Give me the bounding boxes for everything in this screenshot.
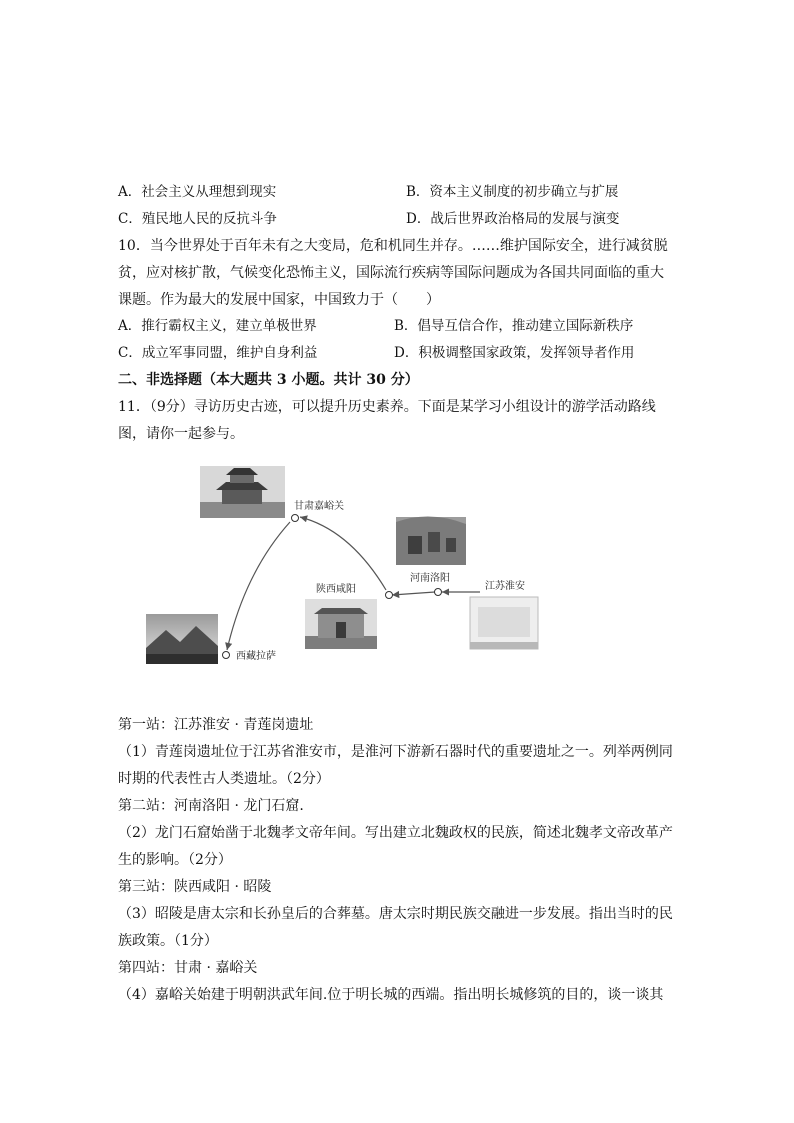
station4-question-line1: （4）嘉峪关始建于明朝洪武年间.位于明长城的西端。指出明长城修筑的目的，谈一谈其 bbox=[118, 987, 664, 1003]
lhasa-photo bbox=[146, 614, 218, 664]
shaanxi-label: 陕西咸阳 bbox=[316, 584, 356, 595]
section2-title: 二、非选择题（本大题共 3 小题。共计 30 分） bbox=[118, 372, 419, 388]
q9-option-d: D．战后世界政治格局的发展与演变 bbox=[406, 211, 620, 227]
q10-option-c: C．成立军事同盟，维护自身利益 bbox=[118, 345, 318, 361]
station4-title: 第四站：甘肃 · 嘉峪关 bbox=[118, 960, 258, 976]
q11-stem-line2: 图，请你一起参与。 bbox=[118, 426, 244, 442]
jiayuguan-photo bbox=[200, 466, 285, 518]
station1-title: 第一站：江苏淮安 · 青莲岗遗址 bbox=[118, 717, 314, 733]
longmen-photo bbox=[396, 516, 466, 565]
q10-option-a: A．推行霸权主义，建立单极世界 bbox=[118, 318, 317, 334]
shaanxi-marker bbox=[386, 592, 393, 599]
route-henan-to-shaanxi bbox=[392, 592, 435, 595]
station3-question-line1: （3）昭陵是唐太宗和长孙皇后的合葬墓。唐太宗时期民族交融进一步发展。指出当时的民 bbox=[118, 906, 673, 922]
q10-option-d: D．积极调整国家政策，发挥领导者作用 bbox=[394, 345, 635, 361]
q10-stem-line3: 课题。作为最大的发展中国家，中国致力于（ ） bbox=[118, 292, 440, 308]
q11-stem-line1: 11．（9分）寻访历史古迹，可以提升历史素养。下面是某学习小组设计的游学活动路线 bbox=[118, 399, 656, 415]
tibet-label: 西藏拉萨 bbox=[236, 651, 276, 662]
jiangsu-label: 江苏淮安 bbox=[485, 581, 525, 592]
henan-marker bbox=[435, 589, 442, 596]
q10-option-b: B．倡导互信合作，推动建立国际新秩序 bbox=[394, 318, 634, 334]
tibet-marker bbox=[223, 652, 230, 659]
huaian-stele-photo bbox=[470, 597, 538, 649]
route-shaanxi-to-gansu bbox=[300, 517, 386, 590]
zhaoling-photo bbox=[305, 599, 377, 649]
station2-title: 第二站：河南洛阳 · 龙门石窟. bbox=[118, 798, 304, 814]
q10-stem-line2: 贫，应对核扩散，气候变化恐怖主义，国际流行疾病等国际问题成为各国共同面临的重大 bbox=[118, 265, 664, 281]
gansu-label: 甘肃嘉峪关 bbox=[294, 501, 344, 512]
station3-title: 第三站：陕西咸阳 · 昭陵 bbox=[118, 879, 272, 895]
q9-option-c: C．殖民地人民的反抗斗争 bbox=[118, 211, 277, 227]
route-map bbox=[140, 462, 570, 682]
station2-question-line2: 生的影响。（2分） bbox=[118, 852, 232, 868]
station2-question-line1: （2）龙门石窟始凿于北魏孝文帝年间。写出建立北魏政权的民族，简述北魏孝文帝改革产 bbox=[118, 825, 673, 841]
henan-label: 河南洛阳 bbox=[410, 573, 450, 584]
station1-question-line1: （1）青莲岗遗址位于江苏省淮安市，是淮河下游新石器时代的重要遗址之一。列举两例同 bbox=[118, 744, 673, 760]
station3-question-line2: 族政策。（1分） bbox=[118, 933, 218, 949]
gansu-marker bbox=[292, 515, 299, 522]
station1-question-line2: 时期的代表性古人类遗址。（2分） bbox=[118, 771, 330, 787]
q9-option-a: A．社会主义从理想到现实 bbox=[118, 184, 277, 200]
route-gansu-to-tibet bbox=[227, 522, 290, 650]
q9-option-b: B．资本主义制度的初步确立与扩展 bbox=[406, 184, 619, 200]
q10-stem-line1: 10．当今世界处于百年未有之大变局，危和机同生并存。……维护国际安全，进行减贫脱 bbox=[118, 238, 668, 254]
